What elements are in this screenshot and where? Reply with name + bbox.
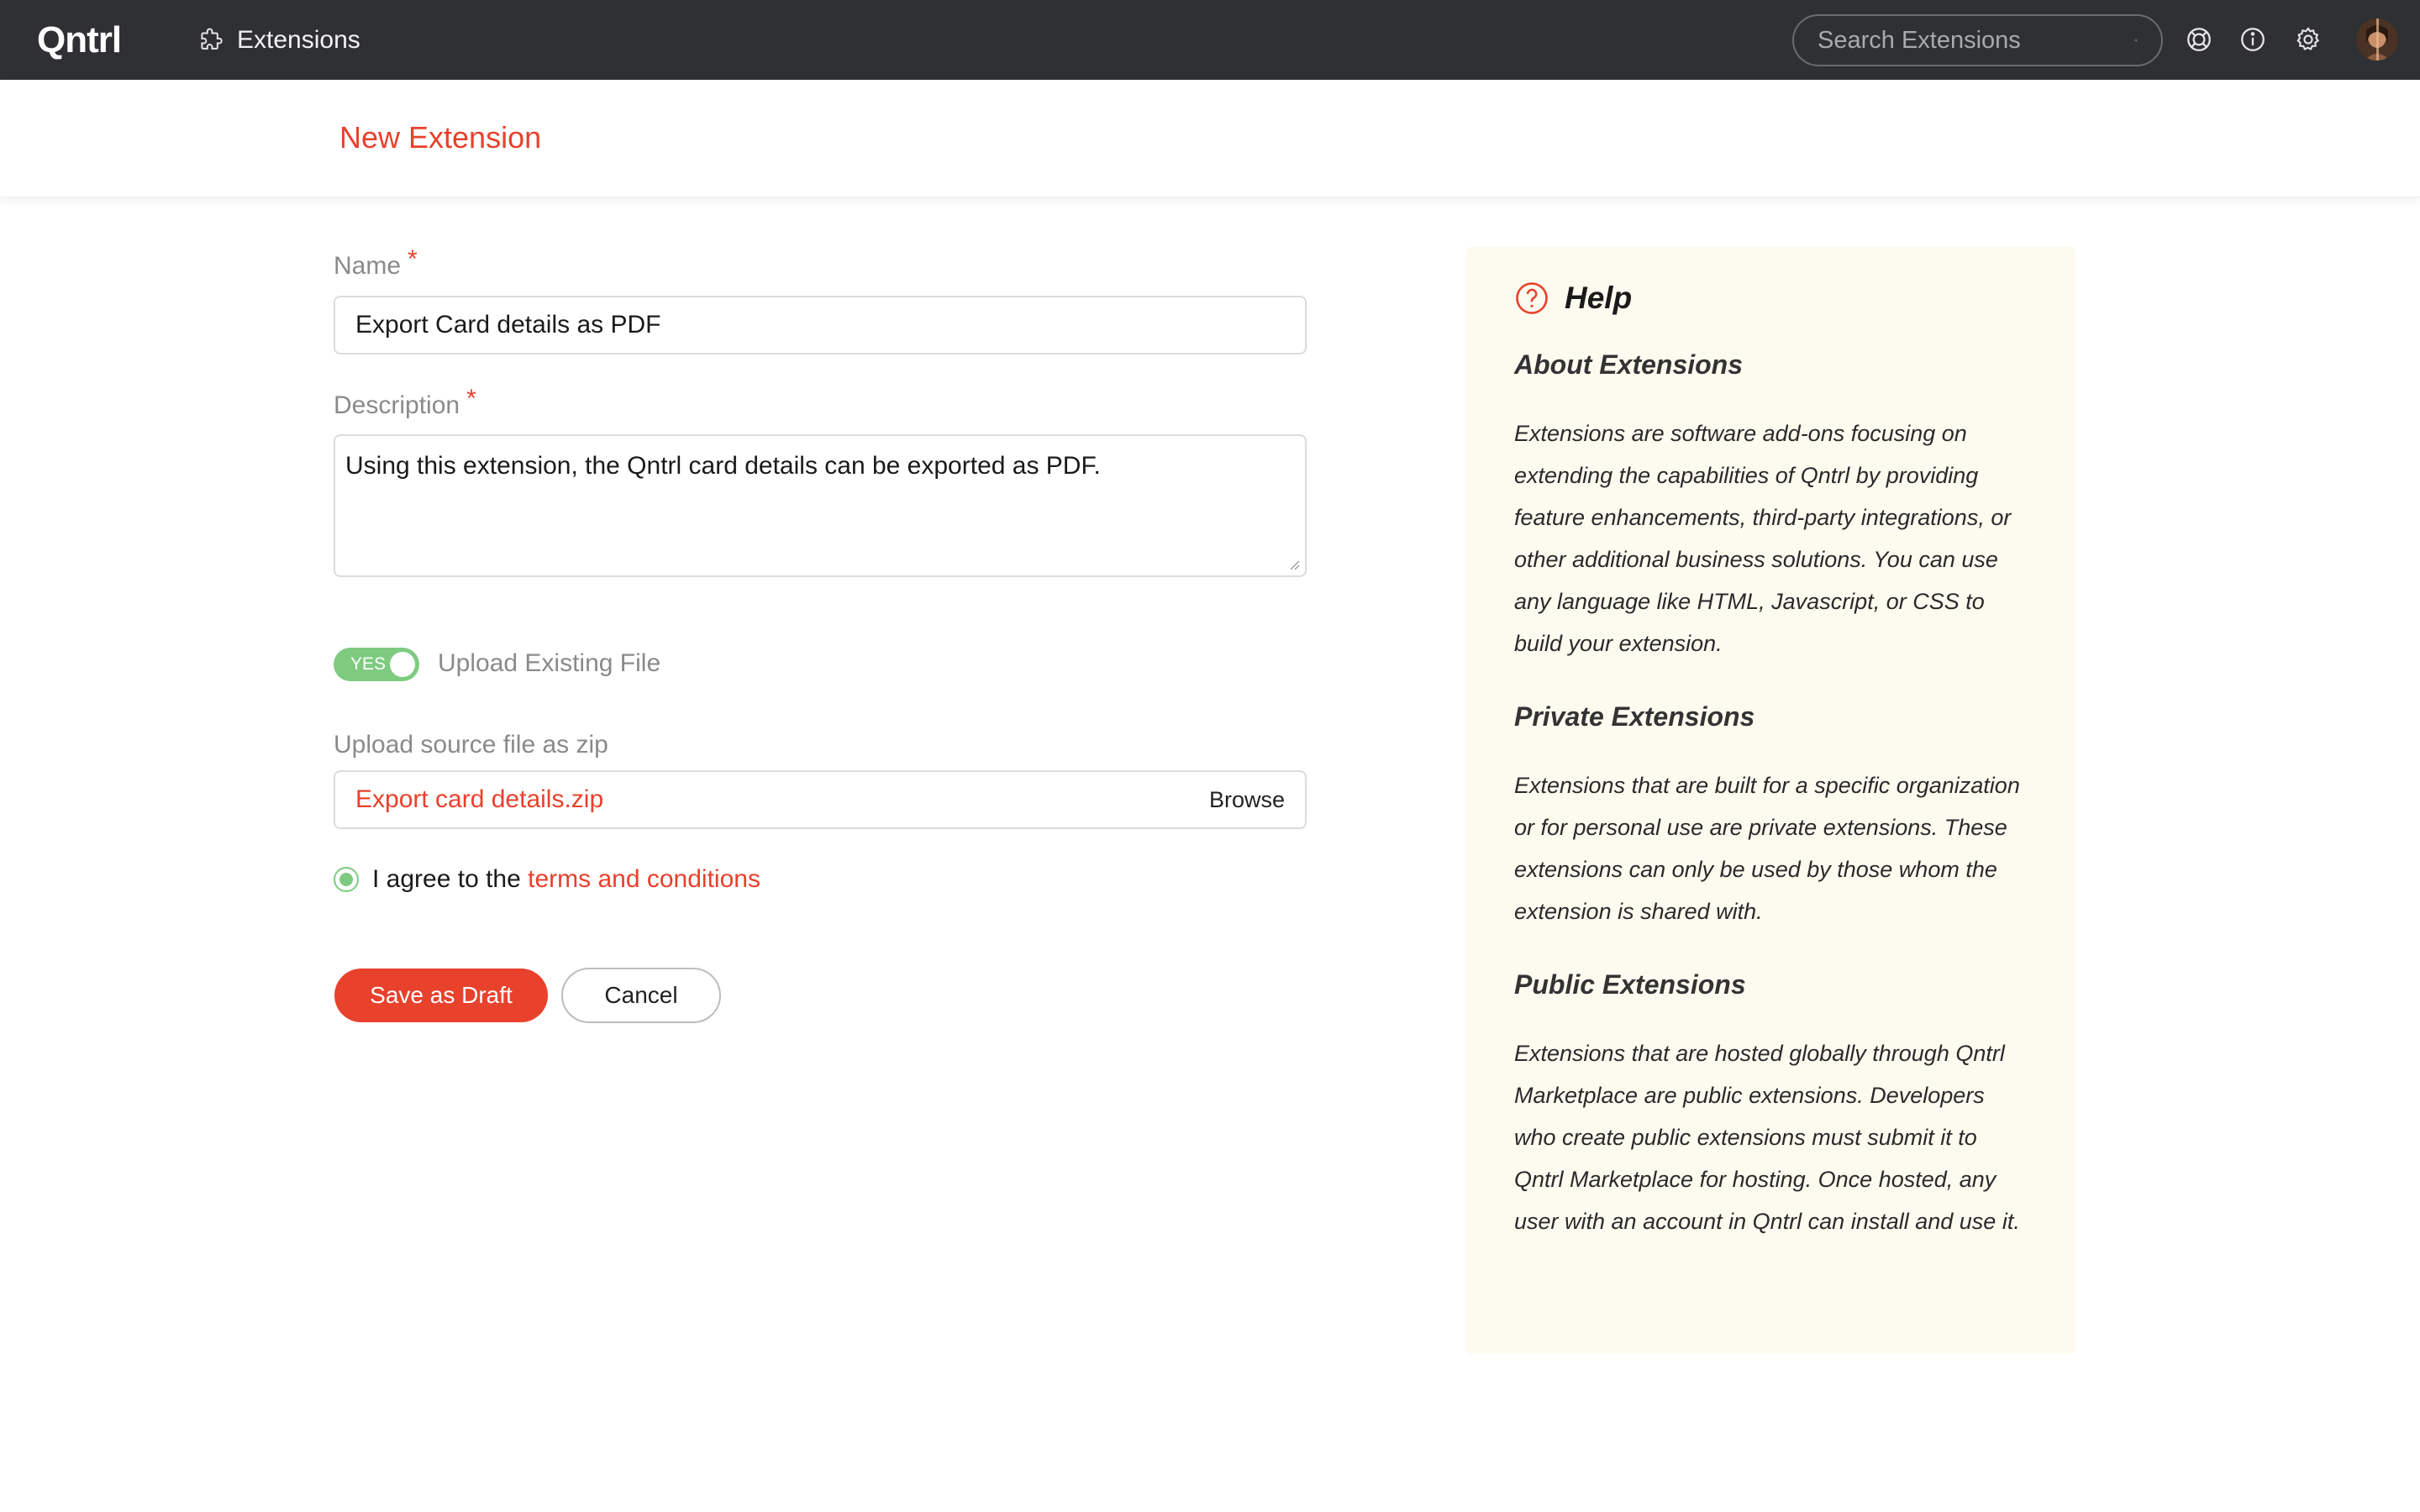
- user-avatar[interactable]: [2356, 18, 2398, 60]
- agree-text: I agree to the: [372, 865, 521, 893]
- description-textarea[interactable]: [345, 449, 1295, 562]
- cancel-button[interactable]: Cancel: [561, 968, 721, 1023]
- avatar-image: [2356, 18, 2398, 60]
- search-icon[interactable]: [2134, 27, 2138, 54]
- uploaded-file-name: Export card details.zip: [355, 785, 604, 813]
- page-header: [0, 80, 2420, 197]
- extensions-nav-label: Extensions: [237, 26, 360, 54]
- toggle-knob: [390, 652, 415, 677]
- help-title: Help: [1565, 281, 1633, 315]
- help-section-body: Extensions that are built for a specific organization or for personal use are private extensions. These extensions can only be used by those whom the extension is shared with.: [1514, 773, 2020, 924]
- help-section-body: Extensions are software add-ons focusing on extending the capabilities of Qntrl by providing feature enhancements, third-party integrations, or other additional business solutions. You can use any language like HTML, Javascript, or CSS to build your extension.: [1514, 421, 2012, 656]
- browse-button[interactable]: Browse: [1208, 786, 1285, 812]
- description-field[interactable]: [334, 434, 1307, 577]
- resize-handle-icon[interactable]: [1288, 559, 1300, 570]
- terms-agreement: [334, 865, 760, 894]
- terms-link[interactable]: terms and conditions: [528, 865, 760, 893]
- search-input[interactable]: [1818, 27, 2134, 55]
- help-section-heading: About Extensions: [1514, 349, 1744, 380]
- required-mark: *: [466, 385, 476, 412]
- info-icon[interactable]: [2238, 25, 2267, 54]
- name-label-text: Name: [334, 252, 402, 280]
- help-header: [1514, 281, 2027, 316]
- upload-field[interactable]: [334, 770, 1307, 829]
- toggle-label: Upload Existing File: [438, 649, 661, 677]
- help-section-heading: Private Extensions: [1514, 701, 1755, 732]
- page-title: New Extension: [339, 120, 542, 155]
- puzzle-icon: [197, 26, 225, 55]
- name-field[interactable]: [334, 296, 1307, 354]
- question-circle-icon: [1514, 281, 1549, 316]
- upload-existing-toggle[interactable]: [334, 648, 419, 681]
- extensions-nav[interactable]: [197, 24, 360, 57]
- agree-radio[interactable]: [334, 867, 359, 892]
- upload-label: Upload source file as zip: [334, 731, 608, 759]
- description-label-text: Description: [334, 391, 460, 419]
- top-bar: [0, 0, 2420, 80]
- help-section-heading: Public Extensions: [1514, 969, 1746, 1000]
- save-as-draft-button[interactable]: Save as Draft: [334, 969, 548, 1022]
- name-label: [334, 245, 418, 281]
- required-mark: *: [408, 245, 418, 273]
- settings-gear-icon[interactable]: [2294, 25, 2323, 54]
- help-panel: [1465, 247, 2075, 1354]
- qntrl-logo[interactable]: Qntrl: [37, 19, 122, 60]
- name-input[interactable]: [355, 311, 1285, 339]
- help-lifebuoy-icon[interactable]: [2185, 25, 2213, 54]
- help-section-body: Extensions that are hosted globally through Qntrl Marketplace are public extensions. Developers who create public extensions must submit it to Qntrl Marketplace for hosting. Once hosted, any user with an account in Qntrl can install and use it.: [1514, 1041, 2020, 1234]
- search-box[interactable]: [1792, 14, 2163, 66]
- description-label: [334, 385, 476, 420]
- toggle-state-text: YES: [350, 654, 387, 674]
